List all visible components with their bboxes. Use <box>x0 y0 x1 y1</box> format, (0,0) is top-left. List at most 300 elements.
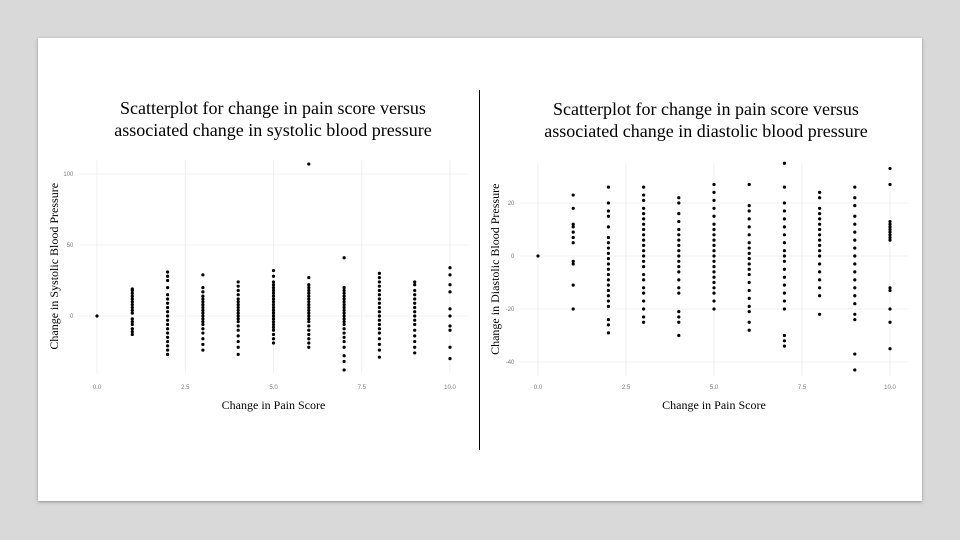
data-point <box>607 252 610 255</box>
data-point <box>237 285 240 288</box>
data-point <box>712 265 715 268</box>
data-point <box>448 266 451 269</box>
x-tick-label: 7.5 <box>797 385 807 391</box>
data-point <box>642 273 645 276</box>
data-point <box>307 312 310 315</box>
data-point <box>201 331 204 334</box>
data-point <box>642 315 645 318</box>
data-point <box>413 351 416 354</box>
data-point <box>853 215 856 218</box>
data-point <box>378 319 381 322</box>
data-point <box>642 233 645 236</box>
data-point <box>818 244 821 247</box>
data-point <box>378 323 381 326</box>
data-point <box>748 310 751 313</box>
data-point <box>201 297 204 300</box>
data-point <box>607 294 610 297</box>
data-point <box>343 286 346 289</box>
data-point <box>166 344 169 347</box>
data-point <box>131 327 134 330</box>
data-point <box>378 276 381 279</box>
data-point <box>307 309 310 312</box>
data-point <box>378 302 381 305</box>
data-point <box>166 340 169 343</box>
data-point <box>818 212 821 215</box>
data-point <box>677 334 680 337</box>
data-point <box>448 346 451 349</box>
data-point <box>448 290 451 293</box>
data-point <box>201 317 204 320</box>
data-point <box>131 330 134 333</box>
data-point <box>677 292 680 295</box>
data-point <box>166 348 169 351</box>
data-point <box>853 239 856 242</box>
data-point <box>343 327 346 330</box>
data-point <box>343 331 346 334</box>
data-point <box>853 231 856 234</box>
data-point <box>783 186 786 189</box>
data-point <box>272 323 275 326</box>
data-point <box>853 313 856 316</box>
data-point <box>343 317 346 320</box>
data-point <box>237 293 240 296</box>
data-point <box>888 220 891 223</box>
data-point <box>343 303 346 306</box>
data-point <box>378 285 381 288</box>
data-point <box>201 295 204 298</box>
data-point <box>748 183 751 186</box>
data-point <box>378 297 381 300</box>
data-point <box>818 254 821 257</box>
data-point <box>783 345 786 348</box>
data-point <box>166 353 169 356</box>
data-point <box>748 321 751 324</box>
data-point <box>572 241 575 244</box>
data-point <box>307 286 310 289</box>
data-point <box>307 333 310 336</box>
data-point <box>642 239 645 242</box>
data-point <box>748 297 751 300</box>
data-point <box>272 269 275 272</box>
data-point <box>607 323 610 326</box>
data-point <box>607 209 610 212</box>
data-point <box>677 321 680 324</box>
data-point <box>166 306 169 309</box>
data-point <box>343 314 346 317</box>
data-point <box>642 254 645 257</box>
data-point <box>343 346 346 349</box>
data-point <box>343 297 346 300</box>
data-point <box>166 314 169 317</box>
data-point <box>307 337 310 340</box>
y-tick-label: 0 <box>511 254 515 260</box>
data-point <box>748 217 751 220</box>
data-point <box>607 289 610 292</box>
data-point <box>818 294 821 297</box>
data-point <box>853 286 856 289</box>
data-point <box>677 239 680 242</box>
data-point <box>95 314 98 317</box>
data-point <box>712 207 715 210</box>
data-point <box>572 260 575 263</box>
data-point <box>748 281 751 284</box>
data-point <box>712 299 715 302</box>
data-point <box>307 276 310 279</box>
data-point <box>272 309 275 312</box>
data-point <box>237 314 240 317</box>
chart-title-line: associated change in systolic blood pressure <box>114 120 432 140</box>
data-point <box>642 207 645 210</box>
data-point <box>413 306 416 309</box>
data-point <box>783 162 786 165</box>
data-point <box>677 220 680 223</box>
x-tick-label: 7.5 <box>357 385 366 391</box>
data-point <box>237 312 240 315</box>
x-tick-label: 5.0 <box>709 385 719 391</box>
data-point <box>642 212 645 215</box>
x-tick-label: 2.5 <box>181 385 190 391</box>
data-point <box>272 333 275 336</box>
data-point <box>607 241 610 244</box>
data-point <box>448 307 451 310</box>
data-point <box>818 228 821 231</box>
data-point <box>712 215 715 218</box>
data-point <box>818 270 821 273</box>
data-point <box>237 334 240 337</box>
data-point <box>272 312 275 315</box>
data-point <box>413 334 416 337</box>
data-point <box>237 309 240 312</box>
data-point <box>237 346 240 349</box>
y-tick-label: 100 <box>63 172 74 178</box>
data-point <box>307 162 310 165</box>
data-point <box>783 260 786 263</box>
chart-title-line: Scatterplot for change in pain score versus <box>553 99 859 119</box>
data-point <box>166 302 169 305</box>
data-point <box>642 286 645 289</box>
data-point <box>378 327 381 330</box>
data-point <box>378 272 381 275</box>
data-point <box>131 297 134 300</box>
data-point <box>166 323 169 326</box>
data-point <box>413 302 416 305</box>
data-point <box>272 341 275 344</box>
data-point <box>748 233 751 236</box>
x-tick-label: 10.0 <box>884 385 896 391</box>
data-point <box>677 233 680 236</box>
data-point <box>677 265 680 268</box>
data-point <box>783 241 786 244</box>
data-point <box>201 312 204 315</box>
data-point <box>131 300 134 303</box>
data-point <box>853 368 856 371</box>
data-point <box>607 262 610 265</box>
data-point <box>201 303 204 306</box>
data-point <box>677 270 680 273</box>
y-axis-title: Change in Diastolic Blood Pressure <box>488 183 502 355</box>
data-point <box>783 233 786 236</box>
data-point <box>783 334 786 337</box>
data-point <box>818 249 821 252</box>
data-point <box>642 193 645 196</box>
data-point <box>642 223 645 226</box>
data-point <box>378 289 381 292</box>
data-point <box>307 324 310 327</box>
data-point <box>307 303 310 306</box>
data-point <box>448 283 451 286</box>
x-tick-label: 10.0 <box>444 385 456 391</box>
data-point <box>307 292 310 295</box>
data-point <box>642 186 645 189</box>
data-point <box>888 286 891 289</box>
data-point <box>343 306 346 309</box>
data-point <box>413 314 416 317</box>
x-axis-title: Change in Pain Score <box>221 398 326 412</box>
data-point <box>642 217 645 220</box>
data-point <box>572 193 575 196</box>
data-point <box>677 244 680 247</box>
data-point <box>712 191 715 194</box>
data-point <box>343 340 346 343</box>
data-point <box>166 270 169 273</box>
data-point <box>642 265 645 268</box>
data-point <box>677 196 680 199</box>
data-point <box>607 299 610 302</box>
data-point <box>307 306 310 309</box>
data-point <box>572 284 575 287</box>
data-point <box>166 336 169 339</box>
data-point <box>343 256 346 259</box>
data-point <box>712 260 715 263</box>
y-tick-label: -20 <box>505 307 515 313</box>
data-point <box>272 337 275 340</box>
data-point <box>413 340 416 343</box>
data-point <box>642 244 645 247</box>
data-point <box>201 314 204 317</box>
data-point <box>642 292 645 295</box>
slide <box>38 38 922 501</box>
data-point <box>818 313 821 316</box>
data-point <box>677 260 680 263</box>
data-point <box>712 244 715 247</box>
data-point <box>748 262 751 265</box>
chart-title-line: associated change in diastolic blood pressure <box>544 121 868 141</box>
data-point <box>237 306 240 309</box>
data-point <box>413 283 416 286</box>
data-point <box>166 331 169 334</box>
x-tick-label: 0.0 <box>533 385 543 391</box>
data-point <box>272 303 275 306</box>
data-point <box>642 260 645 263</box>
data-point <box>307 297 310 300</box>
data-point <box>818 239 821 242</box>
y-tick-label: 50 <box>66 243 74 249</box>
data-point <box>642 278 645 281</box>
data-point <box>748 289 751 292</box>
data-point <box>131 333 134 336</box>
data-point <box>677 315 680 318</box>
data-point <box>201 323 204 326</box>
data-point <box>307 314 310 317</box>
data-point <box>201 327 204 330</box>
data-point <box>853 318 856 321</box>
data-point <box>166 310 169 313</box>
data-point <box>783 249 786 252</box>
data-point <box>343 323 346 326</box>
data-point <box>783 299 786 302</box>
data-point <box>748 305 751 308</box>
data-point <box>378 348 381 351</box>
data-point <box>853 186 856 189</box>
x-tick-label: 5.0 <box>269 385 278 391</box>
data-point <box>272 320 275 323</box>
data-point <box>166 279 169 282</box>
data-point <box>307 283 310 286</box>
data-point <box>712 307 715 310</box>
data-point <box>448 357 451 360</box>
data-point <box>272 280 275 283</box>
data-point <box>888 321 891 324</box>
data-point <box>307 329 310 332</box>
data-point <box>413 297 416 300</box>
data-point <box>343 368 346 371</box>
data-point <box>677 286 680 289</box>
x-tick-label: 2.5 <box>621 385 631 391</box>
data-point <box>607 257 610 260</box>
data-point <box>748 209 751 212</box>
data-point <box>201 273 204 276</box>
data-point <box>131 287 134 290</box>
data-point <box>237 317 240 320</box>
data-point <box>413 280 416 283</box>
data-point <box>378 310 381 313</box>
data-point <box>572 236 575 239</box>
data-point <box>307 295 310 298</box>
data-point <box>818 233 821 236</box>
data-point <box>607 246 610 249</box>
data-point <box>131 292 134 295</box>
data-point <box>272 286 275 289</box>
data-point <box>413 346 416 349</box>
data-point <box>677 278 680 281</box>
data-point <box>413 293 416 296</box>
data-point <box>783 268 786 271</box>
data-point <box>131 309 134 312</box>
data-point <box>607 201 610 204</box>
data-point <box>237 329 240 332</box>
data-point <box>642 321 645 324</box>
y-tick-label: 20 <box>507 201 515 207</box>
data-point <box>237 303 240 306</box>
data-point <box>343 354 346 357</box>
data-point <box>272 306 275 309</box>
data-point <box>712 199 715 202</box>
data-point <box>237 297 240 300</box>
data-point <box>131 317 134 320</box>
data-point <box>712 276 715 279</box>
x-axis-title: Change in Pain Score <box>662 398 766 412</box>
data-point <box>642 307 645 310</box>
data-point <box>712 292 715 295</box>
data-point <box>607 268 610 271</box>
data-point <box>853 352 856 355</box>
data-point <box>237 340 240 343</box>
data-point <box>272 292 275 295</box>
data-point <box>413 323 416 326</box>
data-point <box>448 273 451 276</box>
data-point <box>536 254 539 257</box>
data-point <box>748 257 751 260</box>
data-point <box>888 347 891 350</box>
data-point <box>343 336 346 339</box>
data-point <box>131 295 134 298</box>
data-point <box>748 204 751 207</box>
data-point <box>607 273 610 276</box>
data-point <box>378 331 381 334</box>
data-point <box>378 343 381 346</box>
systolic-scatterplot <box>38 38 478 501</box>
data-point <box>201 309 204 312</box>
data-point <box>413 289 416 292</box>
data-point <box>783 209 786 212</box>
data-point <box>853 254 856 257</box>
data-point <box>712 270 715 273</box>
data-point <box>272 326 275 329</box>
data-point <box>307 300 310 303</box>
data-point <box>201 348 204 351</box>
data-point <box>307 341 310 344</box>
data-point <box>343 289 346 292</box>
data-point <box>413 329 416 332</box>
data-point <box>607 284 610 287</box>
data-point <box>853 204 856 207</box>
data-point <box>607 305 610 308</box>
data-point <box>131 323 134 326</box>
data-point <box>748 252 751 255</box>
data-point <box>607 278 610 281</box>
data-point <box>607 236 610 239</box>
data-point <box>607 318 610 321</box>
data-point <box>343 312 346 315</box>
data-point <box>853 262 856 265</box>
data-point <box>888 167 891 170</box>
data-point <box>677 254 680 257</box>
data-point <box>853 278 856 281</box>
data-point <box>272 283 275 286</box>
data-point <box>166 327 169 330</box>
data-point <box>448 324 451 327</box>
data-point <box>572 207 575 210</box>
diastolic-scatterplot <box>480 38 922 501</box>
data-point <box>166 293 169 296</box>
data-point <box>748 241 751 244</box>
data-point <box>677 212 680 215</box>
data-point <box>783 217 786 220</box>
data-point <box>888 183 891 186</box>
data-point <box>642 249 645 252</box>
data-point <box>712 228 715 231</box>
data-point <box>607 225 610 228</box>
data-point <box>307 320 310 323</box>
data-point <box>272 329 275 332</box>
data-point <box>448 329 451 332</box>
data-point <box>712 223 715 226</box>
data-point <box>413 319 416 322</box>
chart-title-line: Scatterplot for change in pain score versus <box>120 98 426 118</box>
data-point <box>712 249 715 252</box>
data-point <box>748 246 751 249</box>
data-point <box>677 249 680 252</box>
